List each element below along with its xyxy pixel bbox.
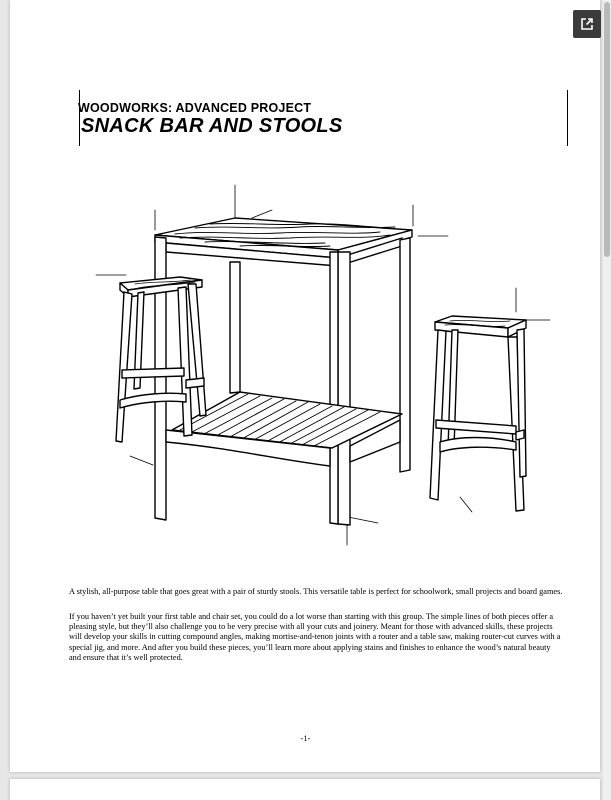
next-page-edge [10,779,600,800]
vertical-scrollbar[interactable] [603,0,611,800]
intro-paragraph: A stylish, all-purpose table that goes great with a pair of sturdy stools. This versatile table is perfect for schoolwork, small projects and board games. [69,587,563,596]
popout-button[interactable] [573,10,601,38]
header-rule-right [567,90,568,146]
header-rule-left [79,90,80,146]
external-link-icon [580,17,594,31]
scrollbar-thumb[interactable] [604,2,610,257]
project-kicker: WOODWORKS: ADVANCED PROJECT [78,101,312,115]
page-title: SNACK BAR AND STOOLS [81,115,343,137]
table-and-stools-illustration [80,180,560,550]
body-paragraph: If you haven’t yet built your first table and chair set, you could do a lot worse than starting with this group. The simple lines of both pieces offer a pleasing style, but they’ll also challenge you to be very precise with all your cuts and joinery. Meant for those with advanced skills, these projects will develop your skills in cutting compound angles, making mortise-and-tenon joints with a router and a table saw, making router-cut curves with a special jig, and more. And after you build these pieces, you’ll learn more about applying stains and finishes to enhance the wood’s natural beauty and ensure that it’s well protected. [69,612,561,662]
page-number: -1- [300,733,311,743]
